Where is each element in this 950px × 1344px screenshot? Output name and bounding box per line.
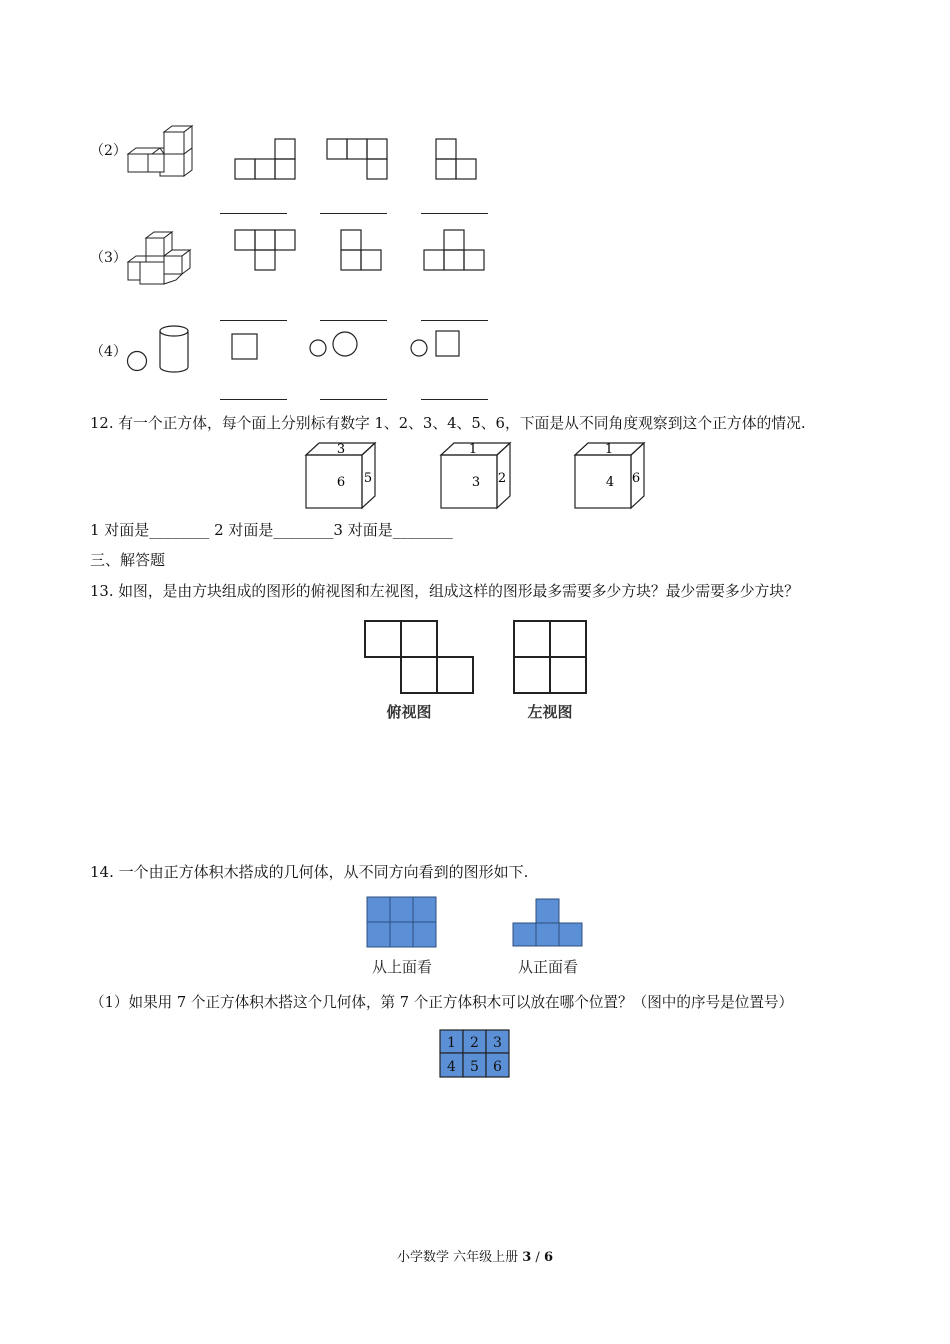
q14-grid-cell-2: 2	[470, 1035, 479, 1051]
q12-cube-3-front: 4	[605, 475, 615, 490]
footer-page-number: 3	[522, 1250, 532, 1265]
footer-text: 小学数学 六年级上册	[396, 1250, 523, 1265]
footer-separator: /	[531, 1250, 544, 1265]
q11-row3-view-c	[423, 229, 485, 271]
q14-grid-cell-5: 5	[470, 1059, 479, 1075]
q11-row3-blank-c[interactable]	[421, 320, 488, 321]
q12-answer-line[interactable]: 1 对面是________ 2 对面是________3 对面是________	[90, 521, 453, 539]
q11-row2-view-a	[234, 138, 296, 180]
q11-row4-label: （4）	[90, 344, 127, 360]
q14-position-grid	[439, 1029, 511, 1079]
q14-grid-cell-6: 6	[493, 1059, 502, 1075]
q13-left-view	[513, 620, 589, 724]
q12-cube-3-top: 1	[604, 442, 614, 457]
q14-text: 14. 一个由正方体积木搭成的几何体，从不同方向看到的图形如下.	[90, 863, 529, 881]
q11-row2-blank-b[interactable]	[320, 213, 387, 214]
q12-cube-2	[440, 442, 512, 510]
q11-row2-blank-c[interactable]	[421, 213, 488, 214]
q11-row4-view-a	[231, 333, 259, 361]
q11-row2-solid-figure	[126, 124, 206, 184]
q14-top-view-caption: 从上面看	[371, 958, 433, 976]
q14-top-view	[366, 896, 456, 976]
q14-grid-cell-4: 4	[447, 1059, 456, 1075]
q14-front-view	[512, 896, 602, 976]
q12-cube-1-top: 3	[336, 442, 346, 457]
q11-row3-label: （3）	[90, 250, 127, 266]
q14-grid-cell-3: 3	[493, 1035, 502, 1051]
page-footer	[0, 1246, 950, 1265]
q12-cube-1-front: 6	[336, 475, 346, 490]
q12-cube-2-top: 1	[468, 442, 478, 457]
q11-row3-solid-figure	[126, 230, 196, 286]
q11-row4-view-c	[410, 329, 462, 359]
q13-text: 13. 如图，是由方块组成的图形的俯视图和左视图，组成这样的图形最多需要多少方块？最少需要多少方块？	[90, 583, 799, 600]
q12-cube-3-side: 6	[631, 471, 641, 486]
q12-cube-2-side: 2	[497, 471, 507, 486]
q12-cube-2-front: 3	[471, 475, 481, 490]
q11-row2-view-b	[326, 138, 388, 180]
section-3-title: 三、解答题	[90, 551, 166, 569]
q14-sub1-text: （1）如果用 7 个正方体积木搭这个几何体，第 7 个正方体积木可以放在哪个位置？（图中的序号是位置号）	[90, 994, 794, 1011]
q11-row4-blank-b[interactable]	[320, 399, 387, 400]
q11-row4-blank-c[interactable]	[421, 399, 488, 400]
q11-row3-blank-b[interactable]	[320, 320, 387, 321]
q11-row3-view-a	[234, 229, 296, 271]
q11-row4-cylinder	[158, 325, 190, 375]
q12-text: 12. 有一个正方体，每个面上分别标有数字 1、2、3、4、5、6，下面是从不同角度观察到这个正方体的情况.	[90, 415, 806, 432]
q14-grid-cell-1: 1	[447, 1035, 456, 1051]
footer-page-total: 6	[543, 1250, 553, 1265]
q12-cube-3	[574, 442, 646, 510]
q11-row3-blank-a[interactable]	[220, 320, 287, 321]
q13-left-view-caption: 左视图	[527, 703, 573, 721]
q14-front-view-caption: 从正面看	[517, 958, 579, 976]
q11-row4-sphere	[126, 350, 148, 372]
q13-top-view	[364, 620, 476, 724]
q11-row2-view-c	[435, 138, 477, 180]
q11-row3-view-b	[340, 229, 382, 271]
q13-top-view-caption: 俯视图	[386, 703, 432, 721]
q11-row2-blank-a[interactable]	[220, 213, 287, 214]
q11-row2-label: （2）	[90, 143, 127, 159]
q11-row4-view-b	[308, 332, 360, 360]
q12-cube-1	[305, 442, 377, 510]
q12-cube-1-side: 5	[363, 471, 373, 486]
q11-row4-blank-a[interactable]	[220, 399, 287, 400]
